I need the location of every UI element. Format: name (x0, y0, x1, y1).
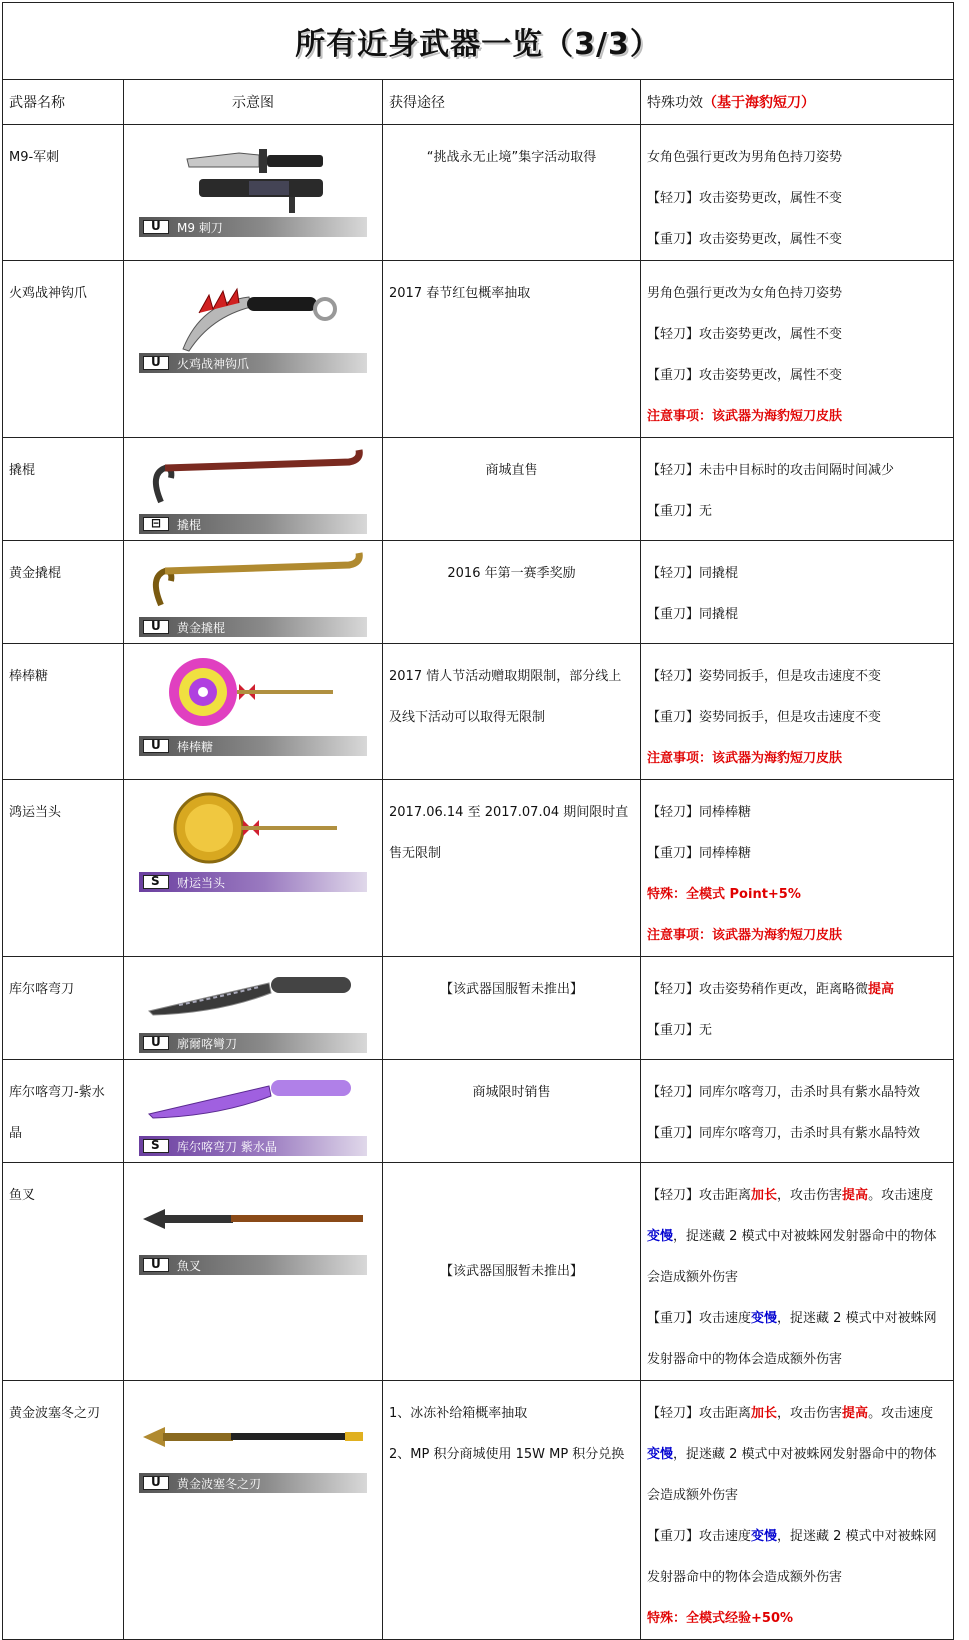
weapon-source: 商城限时销售 (472, 1085, 551, 1100)
effect-special: 特殊：全模式 Point+5% (647, 887, 801, 902)
table-row (3, 1381, 954, 1640)
effect-line: 会造成额外伤害 (647, 1488, 739, 1503)
weapon-name: 黄金波塞冬之刃 (9, 1406, 101, 1421)
effect-line: 【重刀】姿势同扳手，但是攻击速度不变 (647, 710, 882, 725)
table-row (3, 644, 954, 780)
effect-note: 注意事项：该武器为海豹短刀皮肤 (647, 928, 843, 943)
weapon-source: 2、MP 积分商城使用 15W MP 积分兑换 (389, 1447, 625, 1462)
effect-line: 【重刀】无 (647, 1023, 713, 1038)
weapon-source: 及线下活动可以取得无限制 (389, 710, 546, 725)
effect-line: 【轻刀】同库尔喀弯刀，击杀时具有紫水晶特效 (647, 1085, 921, 1100)
effect-line: 女角色强行更改为男角色持刀姿势 (647, 150, 843, 165)
effect-line: 【重刀】攻击速度变慢，捉迷藏 2 模式中对被蛛网 (647, 1529, 937, 1544)
weapon-image: S 库尔喀弯刀 紫水晶 (139, 1066, 367, 1156)
header-source: 获得途径 (383, 80, 641, 125)
effect-line: 【轻刀】同棒棒糖 (647, 805, 752, 820)
effect-line: 变慢，捉迷藏 2 模式中对被蛛网发射器命中的物体 (647, 1229, 937, 1244)
weapon-image: U 黄金波塞冬之刃 (139, 1393, 367, 1493)
weapon-name: 鱼叉 (9, 1188, 36, 1203)
weapon-tag-name: 廓爾喀彎刀 (177, 1037, 238, 1051)
weapon-name: 黄金撬棍 (9, 566, 62, 581)
weapon-table-page (2, 2, 953, 1640)
effect-line: 【轻刀】同撬棍 (647, 566, 739, 581)
weapon-tag-name: 棒棒糖 (177, 740, 214, 754)
table-row (3, 1163, 954, 1381)
effect-line: 发射器命中的物体会造成额外伤害 (647, 1352, 843, 1367)
weapon-tag-name: 黄金撬棍 (177, 621, 226, 635)
effect-line: 【重刀】同库尔喀弯刀，击杀时具有紫水晶特效 (647, 1126, 921, 1141)
effect-line: 【重刀】攻击速度变慢，捉迷藏 2 模式中对被蛛网 (647, 1311, 937, 1326)
weapon-tag-name: 库尔喀弯刀 紫水晶 (177, 1140, 277, 1154)
effect-line: 【轻刀】攻击距离加长，攻击伤害提高。攻击速度 (647, 1406, 934, 1421)
effect-line: 【轻刀】攻击姿势更改，属性不变 (647, 327, 843, 342)
weapon-image: ⊟ 撬棍 (139, 444, 367, 534)
effect-line: 【重刀】同棒棒糖 (647, 846, 752, 861)
table-row (3, 780, 954, 957)
weapon-tag-name: 财运当头 (177, 876, 226, 890)
weapon-source: 【该武器国服暂未推出】 (439, 1264, 583, 1279)
weapon-source: 售无限制 (389, 846, 442, 861)
header-row (3, 80, 954, 125)
weapon-name: 鸿运当头 (9, 805, 62, 820)
header-effect: 特殊功效（基于海豹短刀） (641, 80, 954, 125)
header-name: 武器名称 (3, 80, 124, 125)
weapon-image: U M9 刺刀 (139, 137, 367, 237)
weapon-source: 2017.06.14 至 2017.07.04 期间限时直 (389, 805, 629, 820)
effect-line: 【重刀】同撬棍 (647, 607, 739, 622)
weapon-image: U 魚叉 (139, 1175, 367, 1275)
weapon-name: 火鸡战神钩爪 (9, 286, 88, 301)
weapon-source: 2017 春节红包概率抽取 (389, 286, 531, 301)
weapon-source: “挑战永无止境”集字活动取得 (426, 150, 597, 165)
effect-line: 【重刀】攻击姿势更改，属性不变 (647, 232, 843, 247)
header-image: 示意图 (124, 80, 383, 125)
weapon-source: 【该武器国服暂未推出】 (439, 982, 583, 997)
weapon-source: 1、冰冻补给箱概率抽取 (389, 1406, 528, 1421)
weapon-image: S 财运当头 (139, 792, 367, 892)
table-row (3, 541, 954, 644)
effect-line: 【轻刀】攻击距离加长，攻击伤害提高。攻击速度 (647, 1188, 934, 1203)
effect-note: 注意事项：该武器为海豹短刀皮肤 (647, 409, 843, 424)
weapon-name: 库尔喀弯刀 (9, 982, 75, 997)
weapon-name: M9-军刺 (9, 150, 60, 165)
weapon-image: U 黄金撬棍 (139, 547, 367, 637)
weapon-tag-name: 火鸡战神钩爪 (177, 357, 250, 371)
effect-line: 【轻刀】攻击姿势更改，属性不变 (647, 191, 843, 206)
melee-weapon-table (2, 2, 954, 1640)
effect-line: 【重刀】攻击姿势更改，属性不变 (647, 368, 843, 383)
effect-line: 发射器命中的物体会造成额外伤害 (647, 1570, 843, 1585)
weapon-image: U 棒棒糖 (139, 656, 367, 756)
weapon-tag-name: 黄金波塞冬之刃 (177, 1477, 262, 1491)
effect-line: 变慢，捉迷藏 2 模式中对被蛛网发射器命中的物体 (647, 1447, 937, 1462)
weapon-tag-name: 撬棍 (177, 518, 202, 532)
effect-line: 【轻刀】未击中目标时的攻击间隔时间减少 (647, 463, 895, 478)
weapon-source: 2017 情人节活动赠取期限制，部分线上 (389, 669, 622, 684)
weapon-image: U 火鸡战神钩爪 (139, 273, 367, 373)
effect-line: 【轻刀】姿势同扳手，但是攻击速度不变 (647, 669, 882, 684)
weapon-tag-name: 魚叉 (177, 1259, 202, 1273)
weapon-name: 撬棍 (9, 463, 36, 478)
effect-special: 特殊：全模式经验+50% (647, 1611, 794, 1626)
effect-line: 【重刀】无 (647, 504, 713, 519)
weapon-source: 商城直售 (485, 463, 538, 478)
weapon-name: 库尔喀弯刀-紫水 (9, 1085, 105, 1100)
weapon-name: 棒棒糖 (9, 669, 49, 684)
weapon-tag-name: M9 刺刀 (177, 221, 223, 235)
effect-line: 会造成额外伤害 (647, 1270, 739, 1285)
effect-line: 【轻刀】攻击姿势稍作更改，距离略微提高 (647, 982, 895, 997)
weapon-source: 2016 年第一赛季奖励 (447, 566, 576, 581)
table-title-cell (3, 3, 954, 80)
effect-line: 男角色强行更改为女角色持刀姿势 (647, 286, 843, 301)
weapon-name: 晶 (9, 1126, 23, 1141)
effect-note: 注意事项：该武器为海豹短刀皮肤 (647, 751, 843, 766)
table-row (3, 261, 954, 438)
table-title: 所有近身武器一览（3/3） (295, 27, 661, 62)
table-row (3, 125, 954, 261)
weapon-image: U 廓爾喀彎刀 (139, 963, 367, 1053)
table-row (3, 438, 954, 541)
table-row (3, 957, 954, 1060)
table-row (3, 1060, 954, 1163)
